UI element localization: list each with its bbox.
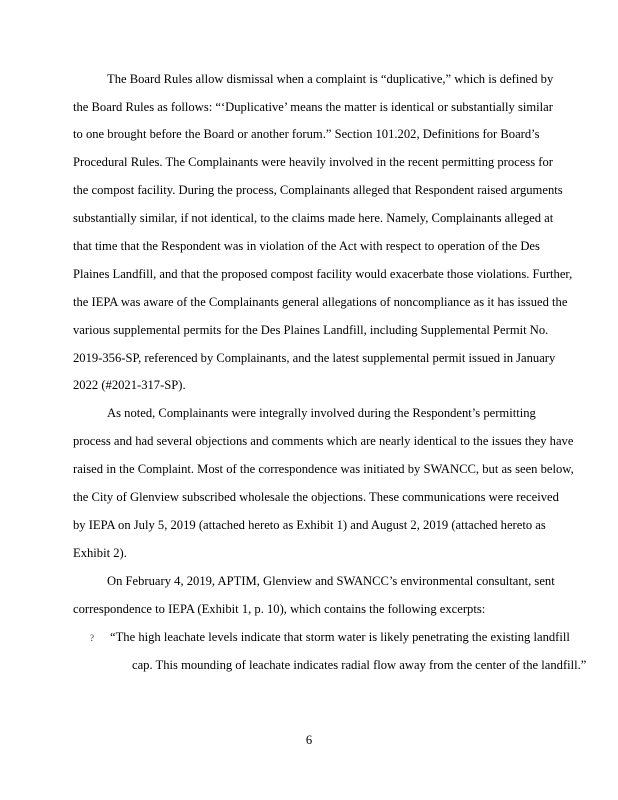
page-number: 6	[305, 733, 313, 747]
paragraph-line: correspondence to IEPA (Exhibit 1, p. 10), which contains the following excerpts:	[73, 602, 486, 616]
paragraph-line: that time that the Respondent was in violation of the Act with respect to operation of the Des	[73, 239, 540, 253]
paragraph-line: the City of Glenview subscribed wholesale the objections. These communications were received	[73, 490, 559, 504]
paragraph-line: Plaines Landfill, and that the proposed compost facility would exacerbate those violations. Further,	[73, 267, 573, 281]
paragraph-line: Exhibit 2).	[73, 546, 127, 560]
paragraph-line: the IEPA was aware of the Complainants general allegations of noncompliance as it has issued the	[73, 295, 568, 309]
paragraph-line: The Board Rules allow dismissal when a complaint is “duplicative,” which is defined by	[107, 72, 554, 86]
paragraph-line: raised in the Complaint. Most of the correspondence was initiated by SWANCC, but as seen below,	[73, 462, 574, 476]
paragraph-line: process and had several objections and comments which are nearly identical to the issues they have	[73, 434, 574, 448]
paragraph-line: by IEPA on July 5, 2019 (attached hereto as Exhibit 1) and August 2, 2019 (attached hereto as	[73, 518, 546, 532]
paragraph-line: 2022 (#2021-317-SP).	[73, 378, 186, 392]
paragraph-line: On February 4, 2019, APTIM, Glenview and SWANCC’s environmental consultant, sent	[107, 574, 555, 588]
bullet-marker-icon: ?	[90, 633, 94, 643]
paragraph-line: the Board Rules as follows: “‘Duplicative’ means the matter is identical or substantially similar	[73, 100, 553, 114]
bullet-line: “The high leachate levels indicate that storm water is likely penetrating the existing landfill	[110, 630, 570, 644]
bullet-line: cap. This mounding of leachate indicates radial flow away from the center of the landfill.”	[132, 658, 587, 672]
paragraph-line: 2019-356-SP, referenced by Complainants, and the latest supplemental permit issued in January	[73, 351, 556, 365]
paragraph-line: As noted, Complainants were integrally involved during the Respondent’s permitting	[107, 406, 536, 420]
paragraph-line: Procedural Rules. The Complainants were heavily involved in the recent permitting process for	[73, 155, 553, 169]
paragraph-line: various supplemental permits for the Des Plaines Landfill, including Supplemental Permit No.	[73, 323, 549, 337]
paragraph-line: substantially similar, if not identical, to the claims made here. Namely, Complainants alleged at	[73, 211, 554, 225]
paragraph-line: the compost facility. During the process, Complainants alleged that Respondent raised arguments	[73, 183, 563, 197]
paragraph-line: to one brought before the Board or another forum.” Section 101.202, Definitions for Board’s	[73, 127, 540, 141]
